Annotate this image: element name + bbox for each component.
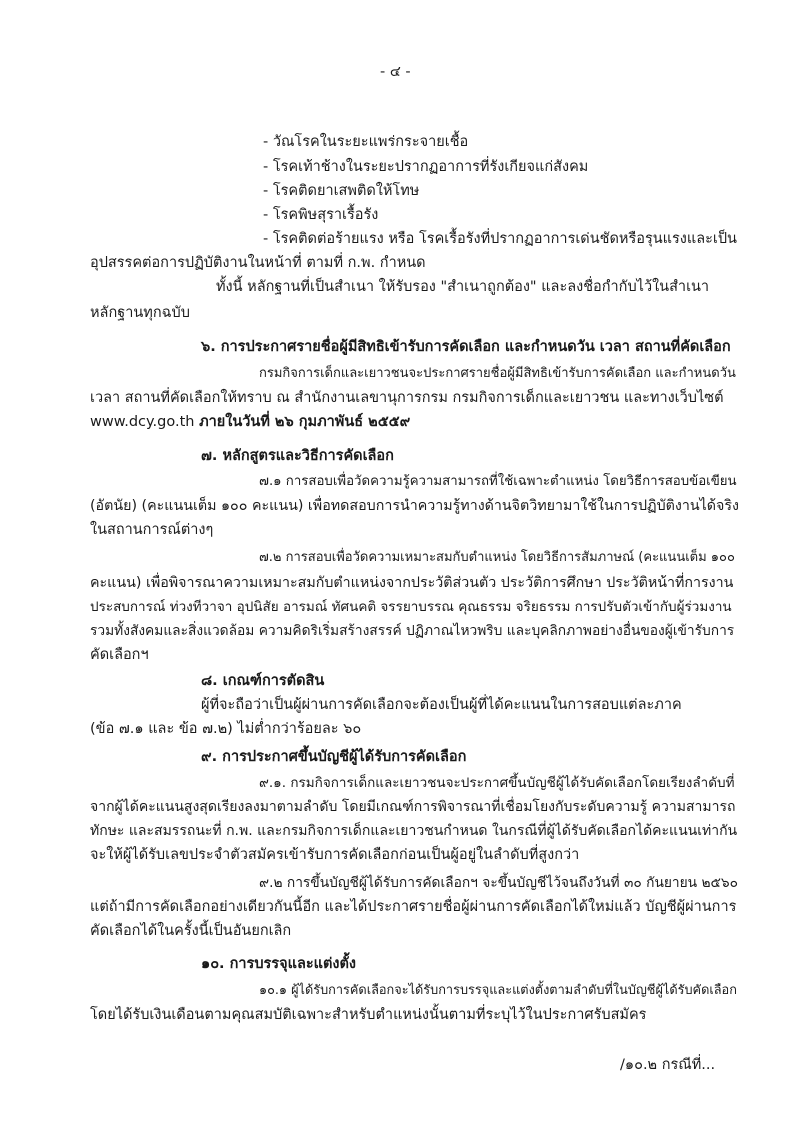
section-10-text: โดยได้รับเงินเดือนตามคุณสมบัติเฉพาะสำหรับตำแหน่งนั้นตามที่ระบุไว้ในประกาศรับสมัคร <box>90 1007 647 1023</box>
note-line: ทั้งนี้ หลักฐานที่เป็นสำเนา ให้รับรอง "สำเนาถูกต้อง" และลงชื่อกำกับไว้ในสำเนา <box>216 279 710 295</box>
section-6-text: เวลา สถานที่คัดเลือกให้ทราบ ณ สำนักงานเลขานุการกรม กรมกิจการเด็กและเยาวชน และทางเว็บไซต์ <box>90 390 724 406</box>
section-9-text: แต่ถ้ามีการคัดเลือกอย่างเดียวกันนี้อีก และได้ประกาศรายชื่อผู้ผ่านการคัดเลือกได้ใหม่แล้ว บัญชีผู้ผ่านการ <box>90 899 737 915</box>
section-10-heading: ๑๐. การบรรจุและแต่งตั้ง <box>201 956 356 972</box>
section-9-heading: ๙. การประกาศขึ้นบัญชีผู้ได้รับการคัดเลือก <box>201 749 467 765</box>
section-6-text <box>90 412 410 432</box>
section-9-text: ทักษะ และสมรรถนะที่ ก.พ. และกรมกิจการเด็กและเยาวชนกำหนด ในกรณีที่ผู้ได้รับคัดเลือกได้คะแนนเท่ากัน <box>90 823 738 839</box>
bullet-item: - วัณโรคในระยะแพร่กระจายเชื้อ <box>263 134 469 150</box>
section-7-text: ๗.๑ การสอบเพื่อวัดความรู้ความสามารถที่ใช้เฉพาะตำแหน่ง โดยวิธีการสอบข้อเขียน <box>259 474 737 489</box>
bullet-item: - โรคติดต่อร้ายแรง หรือ โรคเรื้อรังที่ปรากฏอาการเด่นชัดหรือรุนแรงและเป็น <box>263 231 737 247</box>
section-8-text: ผู้ที่จะถือว่าเป็นผู้ผ่านการคัดเลือกจะต้องเป็นผู้ที่ได้คะแนนในการสอบแต่ละภาค <box>201 697 682 713</box>
section-9-text: จากผู้ได้คะแนนสูงสุดเรียงลงมาตามลำดับ โดยมีเกณฑ์การพิจารณาที่เชื่อมโยงกับระดับความรู้ ความสามารถ <box>90 799 736 815</box>
section-7-text: ประสบการณ์ ท่วงทีวาจา อุปนิสัย อารมณ์ ทัศนคติ จรรยาบรรณ คุณธรรม จริยธรรม การปรับตัวเข้ากับผู้ร่วมงาน <box>90 599 732 615</box>
section-7-text: คัดเลือกฯ <box>90 647 149 663</box>
section-7-text: คะแนน) เพื่อพิจารณาความเหมาะสมกับตำแหน่งจากประวัติส่วนตัว ประวัติการศึกษา ประวัติหน้าที่การงาน <box>90 575 734 591</box>
section-6-text: กรมกิจการเด็กและเยาวชนจะประกาศรายชื่อผู้มีสิทธิเข้ารับการคัดเลือก และกำหนดวัน <box>259 366 736 381</box>
bullet-continuation: อุปสรรคต่อการปฏิบัติงานในหน้าที่ ตามที่ ก.พ. กำหนด <box>90 255 426 271</box>
section-7-text: รวมทั้งสังคมและสิ่งแวดล้อม ความคิดริเริ่มสร้างสรรค์ ปฏิภาณไหวพริบ และบุคลิกภาพอย่างอื่นของผู้เข้ารับการ <box>90 623 735 639</box>
section-9-text: จะให้ผู้ได้รับเลขประจำตัวสมัครเข้ารับการคัดเลือกก่อนเป็นผู้อยู่ในลำดับที่สูงกว่า <box>90 847 580 863</box>
bullet-item: - โรคพิษสุราเรื้อรัง <box>263 207 379 223</box>
section-6-heading: ๖. การประกาศรายชื่อผู้มีสิทธิเข้ารับการคัดเลือก และกำหนดวัน เวลา สถานที่คัดเลือก <box>201 339 731 355</box>
section-10-text: ๑๐.๑ ผู้ได้รับการคัดเลือกจะได้รับการบรรจุและแต่งตั้งตามลำดับที่ในบัญชีผู้ได้รับคัดเลือก <box>259 983 737 998</box>
section-7-heading: ๗. หลักสูตรและวิธีการคัดเลือก <box>201 448 394 464</box>
section-8-text: (ข้อ ๗.๑ และ ข้อ ๗.๒) ไม่ต่ำกว่าร้อยละ ๖๐ <box>90 721 362 737</box>
page-number: - ๔ - <box>380 64 411 80</box>
section-9-text: ๙.๑. กรมกิจการเด็กและเยาวชนจะประกาศขึ้นบัญชีผู้ได้รับคัดเลือกโดยเรียงลำดับที่ <box>259 775 735 791</box>
bullet-item: - โรคติดยาเสพติดให้โทษ <box>263 183 420 199</box>
deadline-text: ภายในวันที่ ๒๖ กุมภาพันธ์ ๒๕๕๙ <box>199 414 411 430</box>
page-continuation: /๑๐.๒ กรณีที่... <box>620 1057 716 1073</box>
note-line: หลักฐานทุกฉบับ <box>90 305 190 321</box>
section-9-text: คัดเลือกได้ในครั้งนี้เป็นอันยกเลิก <box>90 923 292 939</box>
bullet-item: - โรคเท้าช้างในระยะปรากฏอาการที่รังเกียจแก่สังคม <box>263 159 589 175</box>
section-7-text: ๗.๒ การสอบเพื่อวัดความเหมาะสมกับตำแหน่ง โดยวิธีการสัมภาษณ์ (คะแนนเต็ม ๑๐๐ <box>259 550 735 565</box>
website-text: www.dcy.go.th <box>90 414 200 430</box>
section-7-text: ในสถานการณ์ต่างๆ <box>90 522 214 538</box>
section-9-text: ๙.๒ การขึ้นบัญชีผู้ได้รับการคัดเลือกฯ จะขึ้นบัญชีไว้จนถึงวันที่ ๓๐ กันยายน ๒๕๖๐ <box>259 875 739 891</box>
section-7-text: (อัตนัย) (คะแนนเต็ม ๑๐๐ คะแนน) เพื่อทดสอบการนำความรู้ทางด้านจิตวิทยามาใช้ในการปฏิบัติงานได้จริง <box>90 498 740 514</box>
section-8-heading: ๘. เกณฑ์การตัดสิน <box>201 673 325 689</box>
